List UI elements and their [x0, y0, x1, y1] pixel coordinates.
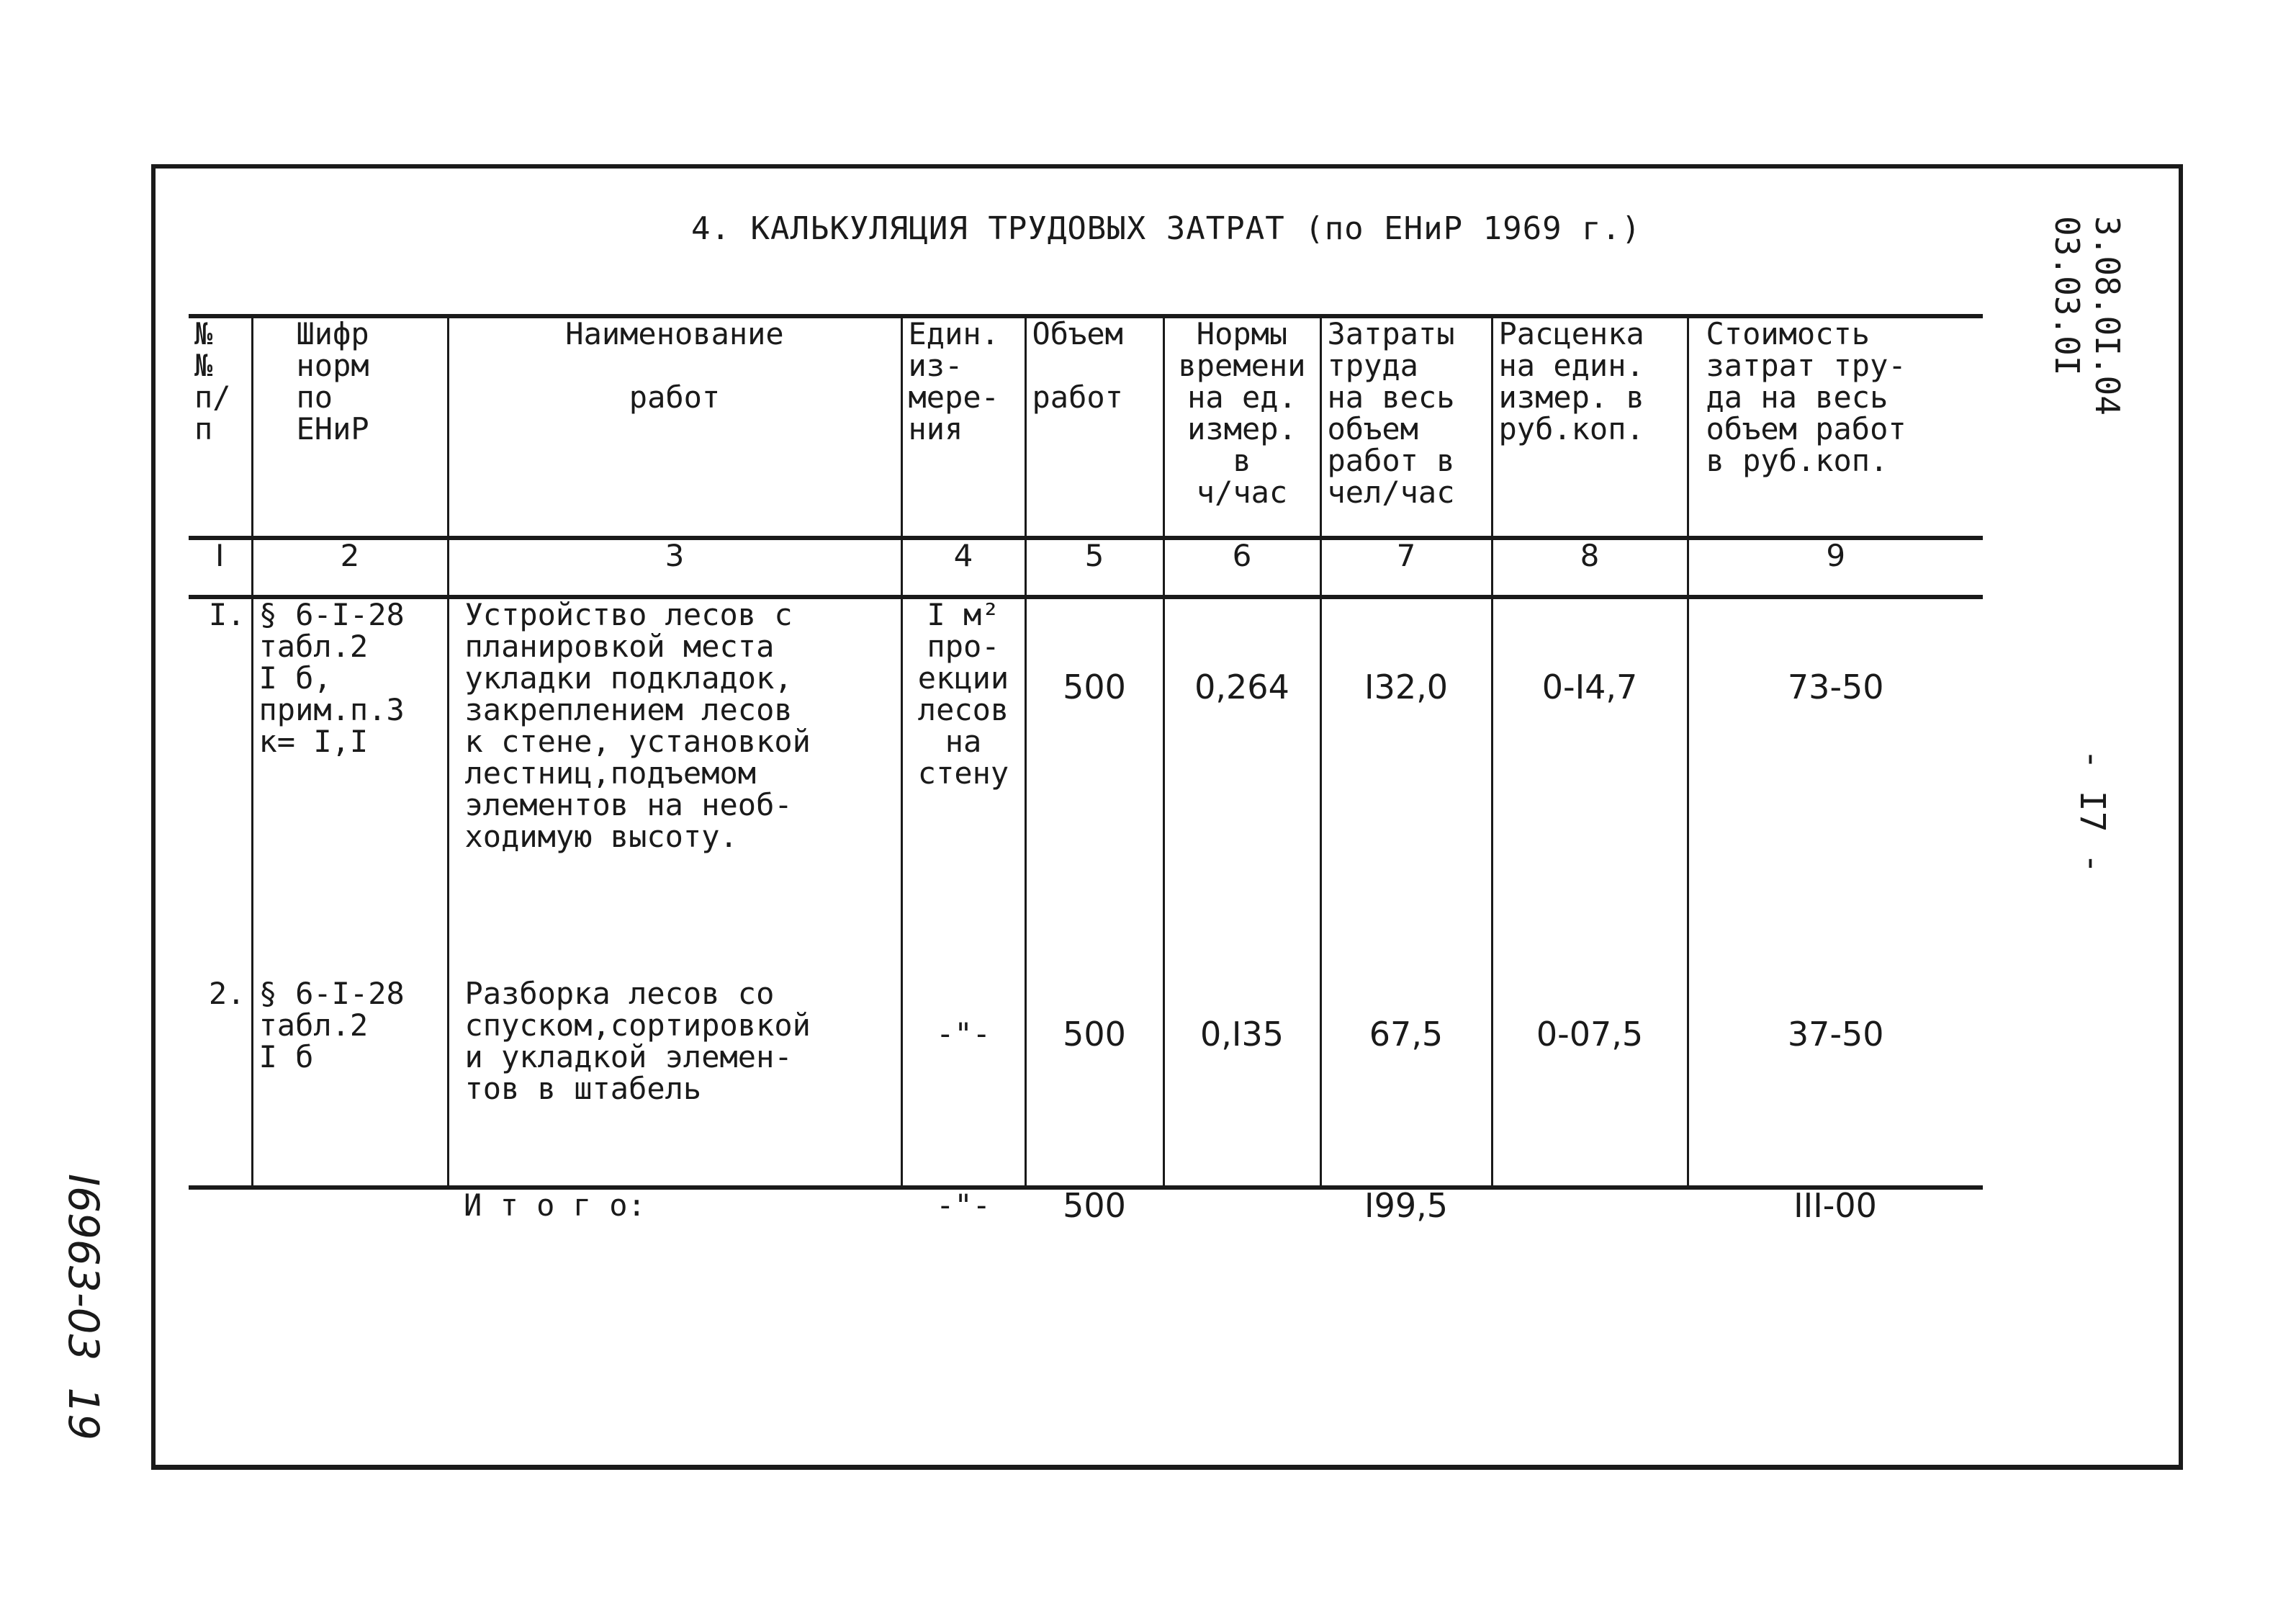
column-number: 9: [1688, 538, 1983, 597]
row-volume: 500: [1025, 597, 1163, 978]
row-cost: 73-50: [1688, 597, 1983, 978]
header-norm: Нормы времени на ед. измер. в ч/час: [1163, 316, 1320, 538]
row-rate: 0-07,5: [1492, 978, 1688, 1188]
document-code-line1: 3.08.0I.04: [2088, 216, 2127, 416]
table-row: [189, 597, 1983, 978]
column-numbers-row: [189, 538, 1983, 597]
total-unit: -"-: [936, 1188, 991, 1223]
row-volume: 500: [1025, 978, 1163, 1188]
total-cost: III-00: [1793, 1186, 1877, 1225]
total-labor: I99,5: [1364, 1186, 1448, 1225]
row-num: I.: [189, 597, 252, 978]
column-number: 4: [901, 538, 1025, 597]
total-empty-cell: [1163, 1188, 1320, 1221]
column-number: 3: [448, 538, 901, 597]
row-norm: 0,264: [1163, 597, 1320, 978]
page-title: 4. КАЛЬКУЛЯЦИЯ ТРУДОВЫХ ЗАТРАТ (по ЕНиР 1969 г.): [691, 210, 1642, 247]
document-code: [2047, 216, 2128, 416]
page-number: - I7 -: [2072, 749, 2112, 874]
header-cost: Стоимость затрат тру- да на весь объем работ в руб.коп.: [1688, 316, 1983, 538]
row-unit: I м² про- екции лесов на стену: [901, 597, 1025, 978]
row-unit: -"-: [901, 978, 1025, 1188]
column-number: 2: [252, 538, 448, 597]
row-work-name: Устройство лесов с планировкой места укладки подкладок, закреплением лесов к стене, установкой лестниц,подъемом элементов на необ- ходимую высоту.: [448, 597, 901, 978]
row-code: § 6-I-28 табл.2 I б: [252, 978, 448, 1188]
column-number: 8: [1492, 538, 1688, 597]
total-empty-cell: [189, 1188, 252, 1221]
header-unit: Един. из- мере- ния: [901, 316, 1025, 538]
row-labor: 67,5: [1320, 978, 1492, 1188]
total-volume: 500: [1063, 1186, 1126, 1225]
table-row: [189, 978, 1983, 1188]
row-rate: 0-I4,7: [1492, 597, 1688, 978]
total-empty-cell: [252, 1188, 448, 1221]
row-code: § 6-I-28 табл.2 I б, прим.п.3 к= I,I: [252, 597, 448, 978]
header-num: № № п/п: [189, 316, 252, 538]
column-number: 5: [1025, 538, 1163, 597]
archive-stamp: I6963-03 19: [59, 1174, 108, 1441]
row-cost: 37-50: [1688, 978, 1983, 1188]
header-code: Шифр норм по ЕНиР: [252, 316, 448, 538]
header-rate: Расценка на един. измер. в руб.коп.: [1492, 316, 1688, 538]
row-norm: 0,I35: [1163, 978, 1320, 1188]
total-row: [189, 1188, 1983, 1221]
row-labor: I32,0: [1320, 597, 1492, 978]
header-volume: Объем работ: [1025, 316, 1163, 538]
labor-calculation-table: [189, 314, 1983, 1225]
row-work-name: Разборка лесов со спуском,сортировкой и укладкой элемен- тов в штабель: [448, 978, 901, 1188]
table-header-row: [189, 316, 1983, 538]
header-labor: Затраты труда на весь объем работ в чел/час: [1320, 316, 1492, 538]
total-label: И т о г о:: [464, 1188, 646, 1223]
column-number: I: [189, 538, 252, 597]
total-empty-cell: [1492, 1188, 1688, 1221]
document-code-line2: 03.03.0I: [2048, 216, 2086, 376]
row-num: 2.: [189, 978, 252, 1188]
column-number: 7: [1320, 538, 1492, 597]
header-name: Наименование работ: [448, 316, 901, 538]
column-number: 6: [1163, 538, 1320, 597]
